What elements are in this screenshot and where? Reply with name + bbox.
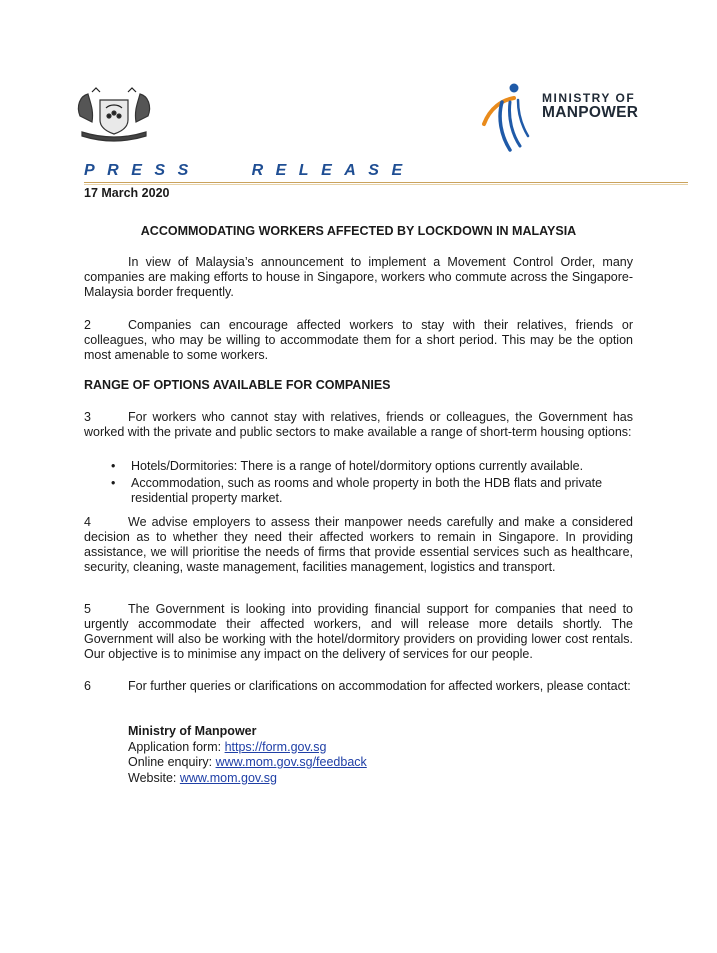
bullet-icon: • [111,476,116,490]
website-link[interactable]: www.mom.gov.sg [179,770,277,785]
enquiry-label: Online enquiry: [128,755,216,769]
mom-line2: MANPOWER [542,103,639,121]
header-rule-shadow [84,184,688,185]
paragraph-4-text: We advise employers to assess their manpower needs carefully and make a considered decision as to whether they need their affected workers to remain in Singapore. In providing assistance, we will prioritise the needs of firms that provide essential services such as healthcare, security, cleaning, waste management, facilities management, logistics and transport. [84,515,633,574]
contact-website-line [128,771,367,787]
options-list [84,459,633,506]
mom-wordmark [542,92,638,121]
paragraph-6-text: For further queries or clarifications on accommodation for affected workers, please contact: [128,679,631,693]
paragraph-3-text: For workers who cannot stay with relatives, friends or colleagues, the Government has worked with the private and public sectors to make available a range of short-term housing options: [84,410,633,439]
press-release-label: PRESS RELEASE [84,162,415,179]
list-item [84,476,633,506]
paragraph-2-text: Companies can encourage affected workers to stay with their relatives, friends or colleagues, who may be willing to accommodate them for a short period. This may be the option most amenable to some workers. [84,318,633,362]
paragraph-number: 4 [84,515,91,529]
mom-logo [480,80,670,160]
paragraph-number: 5 [84,602,91,616]
website-label: Website: [128,770,180,785]
paragraph-number: 2 [84,318,91,332]
list-item-text: Accommodation, such as rooms and whole property in both the HDB flats and private residential property market. [131,476,603,505]
mom-line1: MINISTRY OF [542,91,636,105]
singapore-crest-logo [72,86,156,144]
release-date: 17 March 2020 [84,186,170,200]
paragraph-5-text: The Government is looking into providing financial support for companies that need to urgently accommodate their affected workers, and will release more details shortly. The Government will also be working with the hotel/dormitory providers on providing lower cost rentals. Our objective is to minimise any impact on the delivery of services for our people. [84,602,633,661]
section-heading: RANGE OF OPTIONS AVAILABLE FOR COMPANIES [84,378,391,392]
paragraph-2 [84,318,633,363]
list-item [84,459,633,474]
paragraph-4 [84,515,633,575]
mom-swoosh-icon [480,80,542,160]
paragraph-number: 3 [84,410,91,424]
contact-enquiry-line [128,755,367,771]
paragraph-6 [84,679,633,694]
paragraph-3 [84,410,633,440]
contact-form-line [128,740,367,756]
paragraph-5 [84,602,633,662]
form-link[interactable]: https://form.gov.sg [224,739,327,754]
paragraph-number: 6 [84,679,91,693]
paragraph-1 [84,255,633,300]
contact-org: Ministry of Manpower [128,724,257,738]
enquiry-link[interactable]: www.mom.gov.sg/feedback [215,755,367,769]
document-title: ACCOMMODATING WORKERS AFFECTED BY LOCKDOWN IN MALAYSIA [140,224,577,238]
bullet-icon: • [111,459,116,473]
contact-block [128,724,367,786]
paragraph-1-text: In view of Malaysia’s announcement to implement a Movement Control Order, many companies are making efforts to house in Singapore, workers who commute across the Singapore-Malaysia border frequently. [84,255,633,299]
form-label: Application form: [128,739,225,754]
header-rule [84,182,688,183]
list-item-text: Hotels/Dormitories: There is a range of hotel/dormitory options currently available. [131,459,584,473]
